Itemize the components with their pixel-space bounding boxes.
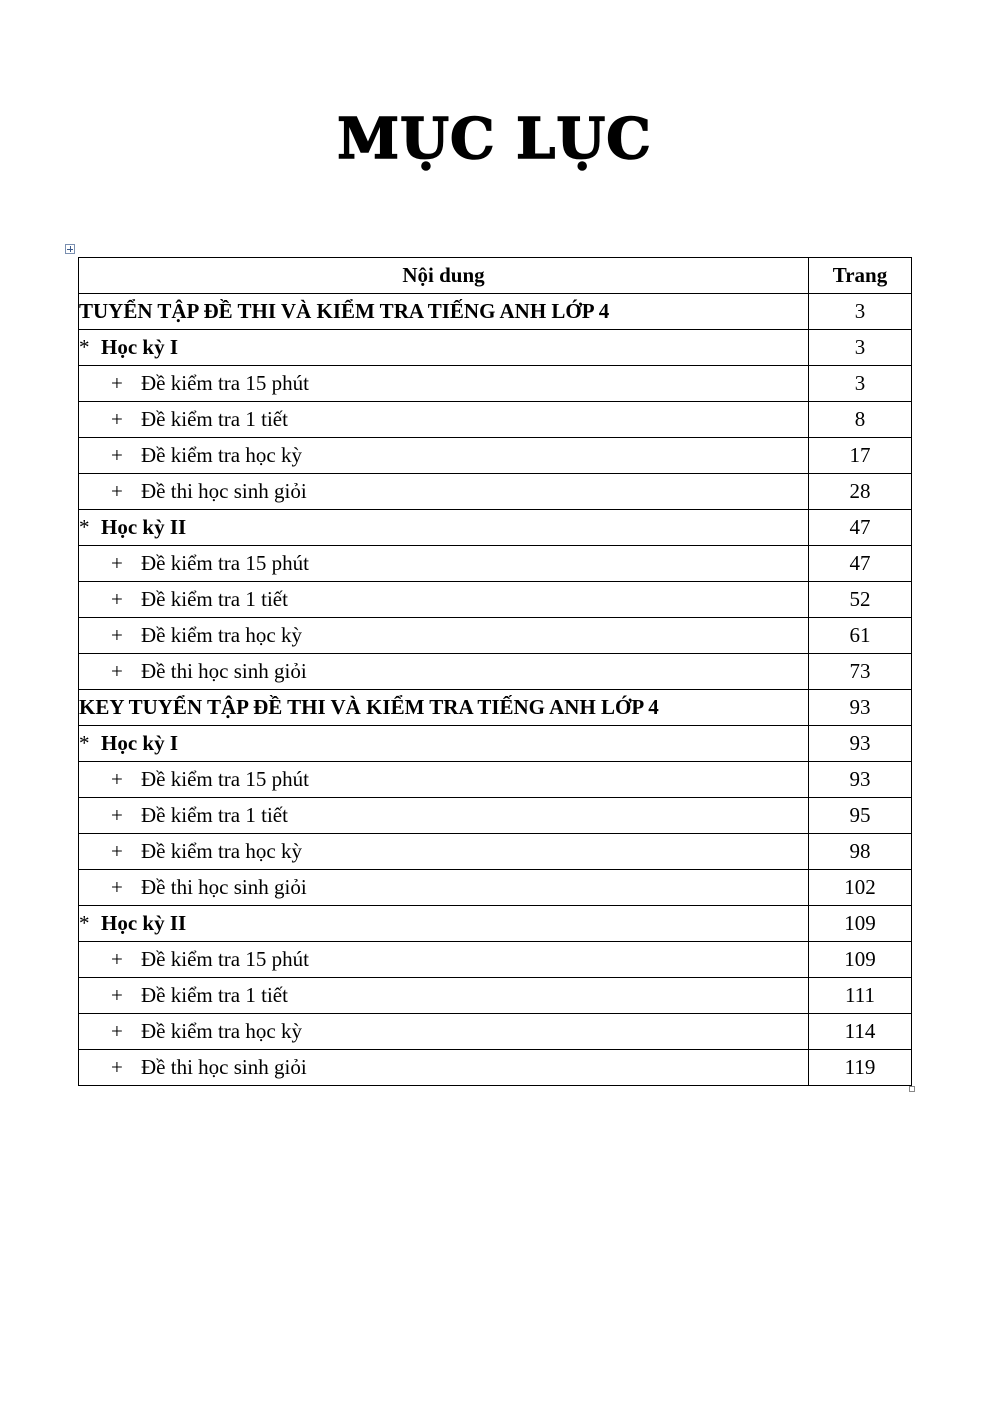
- page-number: 109: [809, 942, 912, 978]
- toc-entry: [79, 942, 809, 978]
- item-title: Đề kiểm tra 15 phút: [141, 371, 309, 395]
- page-number: 102: [809, 870, 912, 906]
- toc-entry: [79, 906, 809, 942]
- page-number: 3: [809, 366, 912, 402]
- page-number: 95: [809, 798, 912, 834]
- item-title: Đề kiểm tra học kỳ: [141, 1019, 302, 1043]
- term-title: Học kỳ II: [101, 911, 187, 935]
- toc-header-row: [79, 258, 912, 294]
- page-number: 3: [809, 330, 912, 366]
- bullet-plus: +: [111, 479, 123, 503]
- bullet-plus: +: [111, 371, 123, 395]
- toc-entry: [79, 798, 809, 834]
- table-row: [79, 438, 912, 474]
- page-number: 52: [809, 582, 912, 618]
- page-number: 93: [809, 762, 912, 798]
- toc-entry: [79, 726, 809, 762]
- bullet-plus: +: [111, 659, 123, 683]
- bullet-plus: +: [111, 875, 123, 899]
- page-number: 47: [809, 510, 912, 546]
- item-title: Đề kiểm tra học kỳ: [141, 839, 302, 863]
- bullet-star: *: [79, 335, 90, 359]
- toc-table: [78, 257, 912, 1086]
- bullet-star: *: [79, 911, 90, 935]
- table-row: [79, 546, 912, 582]
- section-title: TUYỂN TẬP ĐỀ THI VÀ KIỂM TRA TIẾNG ANH LỚP 4: [79, 299, 610, 323]
- bullet-plus: +: [111, 623, 123, 647]
- table-row: [79, 762, 912, 798]
- toc-entry: [79, 438, 809, 474]
- table-row: [79, 366, 912, 402]
- page-number: 119: [809, 1050, 912, 1086]
- toc-entry: [79, 294, 809, 330]
- page-number: 114: [809, 1014, 912, 1050]
- term-title: Học kỳ II: [101, 515, 187, 539]
- table-move-handle-icon[interactable]: [65, 244, 75, 254]
- item-title: Đề kiểm tra 15 phút: [141, 947, 309, 971]
- table-row: [79, 726, 912, 762]
- page-number: 8: [809, 402, 912, 438]
- table-row: [79, 582, 912, 618]
- toc-entry: [79, 366, 809, 402]
- bullet-star: *: [79, 515, 90, 539]
- table-row: [79, 942, 912, 978]
- page-number: 109: [809, 906, 912, 942]
- toc-entry: [79, 870, 809, 906]
- header-page: Trang: [809, 258, 912, 294]
- bullet-plus: +: [111, 947, 123, 971]
- page-number: 17: [809, 438, 912, 474]
- toc-entry: [79, 690, 809, 726]
- item-title: Đề kiểm tra 1 tiết: [141, 407, 288, 431]
- table-row: [79, 510, 912, 546]
- table-row: [79, 294, 912, 330]
- term-title: Học kỳ I: [101, 731, 179, 755]
- toc-entry: [79, 762, 809, 798]
- page-number: 111: [809, 978, 912, 1014]
- bullet-plus: +: [111, 551, 123, 575]
- bullet-plus: +: [111, 587, 123, 611]
- table-row: [79, 1014, 912, 1050]
- toc-entry: [79, 330, 809, 366]
- table-row: [79, 906, 912, 942]
- bullet-plus: +: [111, 443, 123, 467]
- table-row: [79, 330, 912, 366]
- item-title: Đề kiểm tra 1 tiết: [141, 983, 288, 1007]
- table-row: [79, 870, 912, 906]
- table-row: [79, 978, 912, 1014]
- table-row: [79, 618, 912, 654]
- toc-entry: [79, 978, 809, 1014]
- toc-body: [79, 294, 912, 1086]
- term-title: Học kỳ I: [101, 335, 179, 359]
- toc-entry: [79, 546, 809, 582]
- item-title: Đề thi học sinh giỏi: [141, 1055, 307, 1079]
- item-title: Đề kiểm tra 1 tiết: [141, 587, 288, 611]
- bullet-plus: +: [111, 803, 123, 827]
- table-row: [79, 834, 912, 870]
- item-title: Đề kiểm tra học kỳ: [141, 623, 302, 647]
- header-content: Nội dung: [79, 258, 809, 294]
- table-row: [79, 798, 912, 834]
- toc-entry: [79, 1050, 809, 1086]
- bullet-star: *: [79, 731, 90, 755]
- toc-entry: [79, 834, 809, 870]
- item-title: Đề kiểm tra học kỳ: [141, 443, 302, 467]
- toc-entry: [79, 402, 809, 438]
- page-number: 3: [809, 294, 912, 330]
- bullet-plus: +: [111, 1055, 123, 1079]
- bullet-plus: +: [111, 1019, 123, 1043]
- toc-entry: [79, 618, 809, 654]
- table-row: [79, 1050, 912, 1086]
- page-number: 93: [809, 726, 912, 762]
- page-number: 47: [809, 546, 912, 582]
- page-number: 61: [809, 618, 912, 654]
- table-row: [79, 654, 912, 690]
- table-row: [79, 690, 912, 726]
- page-number: 93: [809, 690, 912, 726]
- toc-entry: [79, 582, 809, 618]
- item-title: Đề kiểm tra 15 phút: [141, 767, 309, 791]
- page-title: MỤC LỤC: [337, 106, 652, 172]
- toc-entry: [79, 654, 809, 690]
- page-number: 98: [809, 834, 912, 870]
- bullet-plus: +: [111, 983, 123, 1007]
- item-title: Đề kiểm tra 1 tiết: [141, 803, 288, 827]
- toc-entry: [79, 1014, 809, 1050]
- bullet-plus: +: [111, 767, 123, 791]
- bullet-plus: +: [111, 407, 123, 431]
- table-resize-handle[interactable]: [909, 1086, 915, 1092]
- item-title: Đề thi học sinh giỏi: [141, 659, 307, 683]
- item-title: Đề kiểm tra 15 phút: [141, 551, 309, 575]
- page-number: 73: [809, 654, 912, 690]
- bullet-plus: +: [111, 839, 123, 863]
- item-title: Đề thi học sinh giỏi: [141, 479, 307, 503]
- item-title: Đề thi học sinh giỏi: [141, 875, 307, 899]
- toc-entry: [79, 510, 809, 546]
- table-row: [79, 402, 912, 438]
- table-row: [79, 474, 912, 510]
- section-title: KEY TUYỂN TẬP ĐỀ THI VÀ KIỂM TRA TIẾNG ANH LỚP 4: [79, 695, 659, 719]
- page-number: 28: [809, 474, 912, 510]
- toc-entry: [79, 474, 809, 510]
